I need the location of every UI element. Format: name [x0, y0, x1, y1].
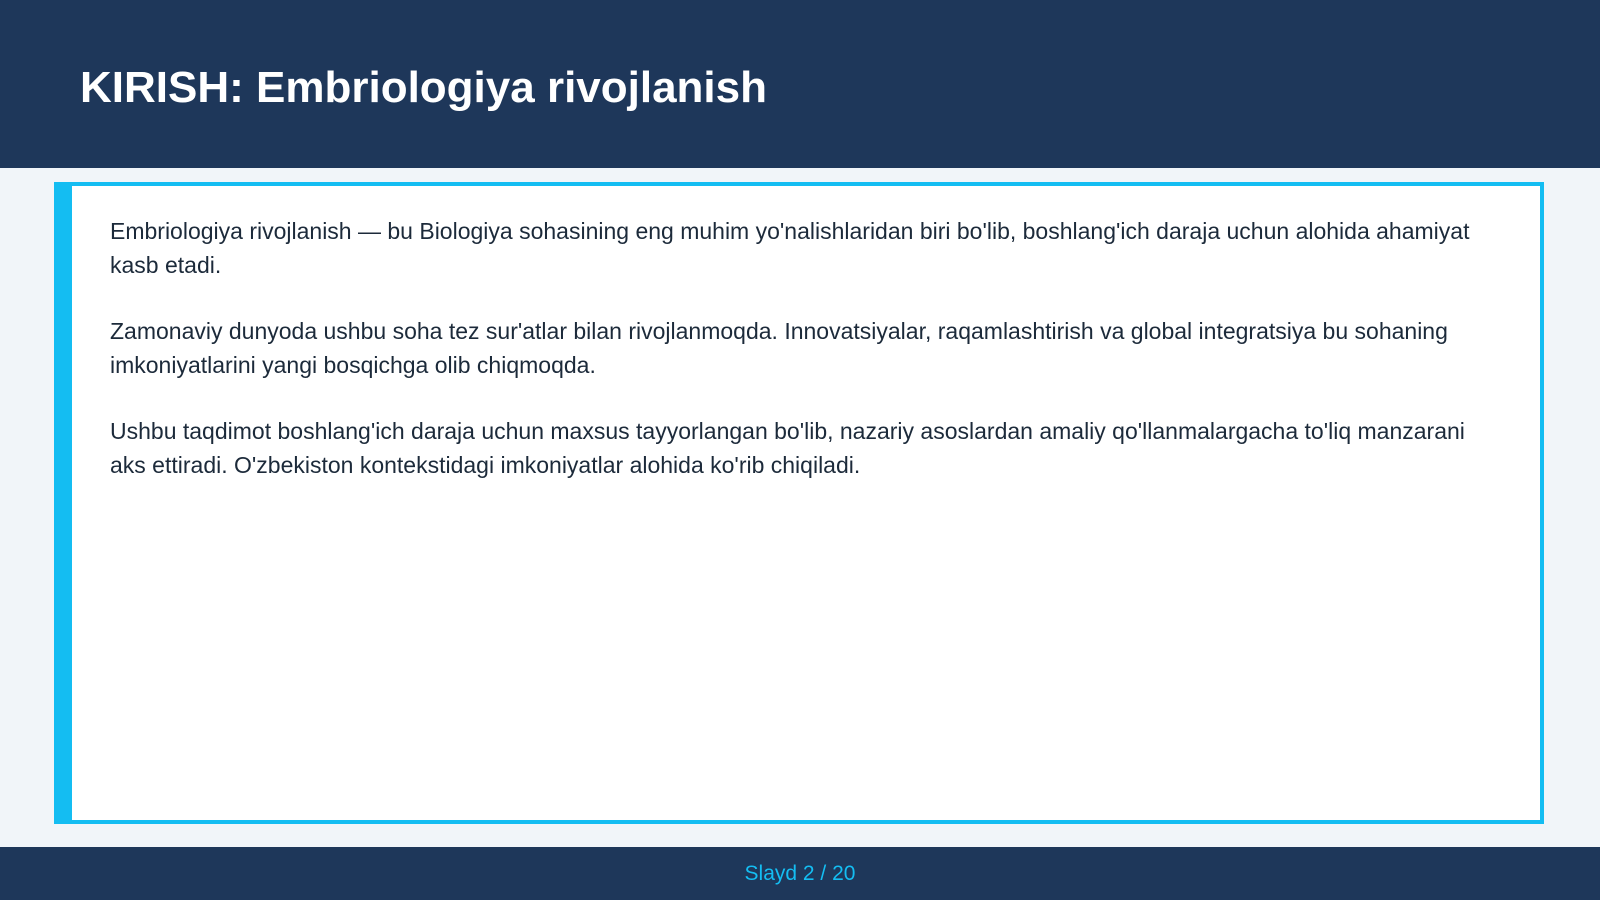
- paragraph-presentation-scope: Ushbu taqdimot boshlang'ich daraja uchun maxsus tayyorlangan bo'lib, nazariy asoslardan amaliy qo'llanmalargacha to'liq manzarani aks ettiradi. O'zbekiston kontekstidagi imkoniyatlar alohida ko'rib chiqiladi.: [110, 418, 1465, 478]
- paragraph-modern-world: Zamonaviy dunyoda ushbu soha tez sur'atlar bilan rivojlanmoqda. Innovatsiyalar, raqamlashtirish va global integratsiya bu sohaning imkoniyatlarini yangi bosqichga olib chiqmoqda.: [110, 318, 1448, 378]
- slide-title: KIRISH: Embriologiya rivojlanish: [80, 63, 768, 112]
- content-text: [110, 214, 1490, 514]
- paragraph-intro: Embriologiya rivojlanish — bu Biologiya sohasining eng muhim yo'nalishlaridan biri bo'lib, boshlang'ich daraja uchun alohida ahamiyat kasb etadi.: [110, 218, 1470, 278]
- content-panel: [54, 182, 1544, 824]
- slide-footer: [0, 847, 1600, 900]
- slide-counter: Slayd 2 / 20: [744, 862, 856, 885]
- slide-header: [0, 0, 1600, 168]
